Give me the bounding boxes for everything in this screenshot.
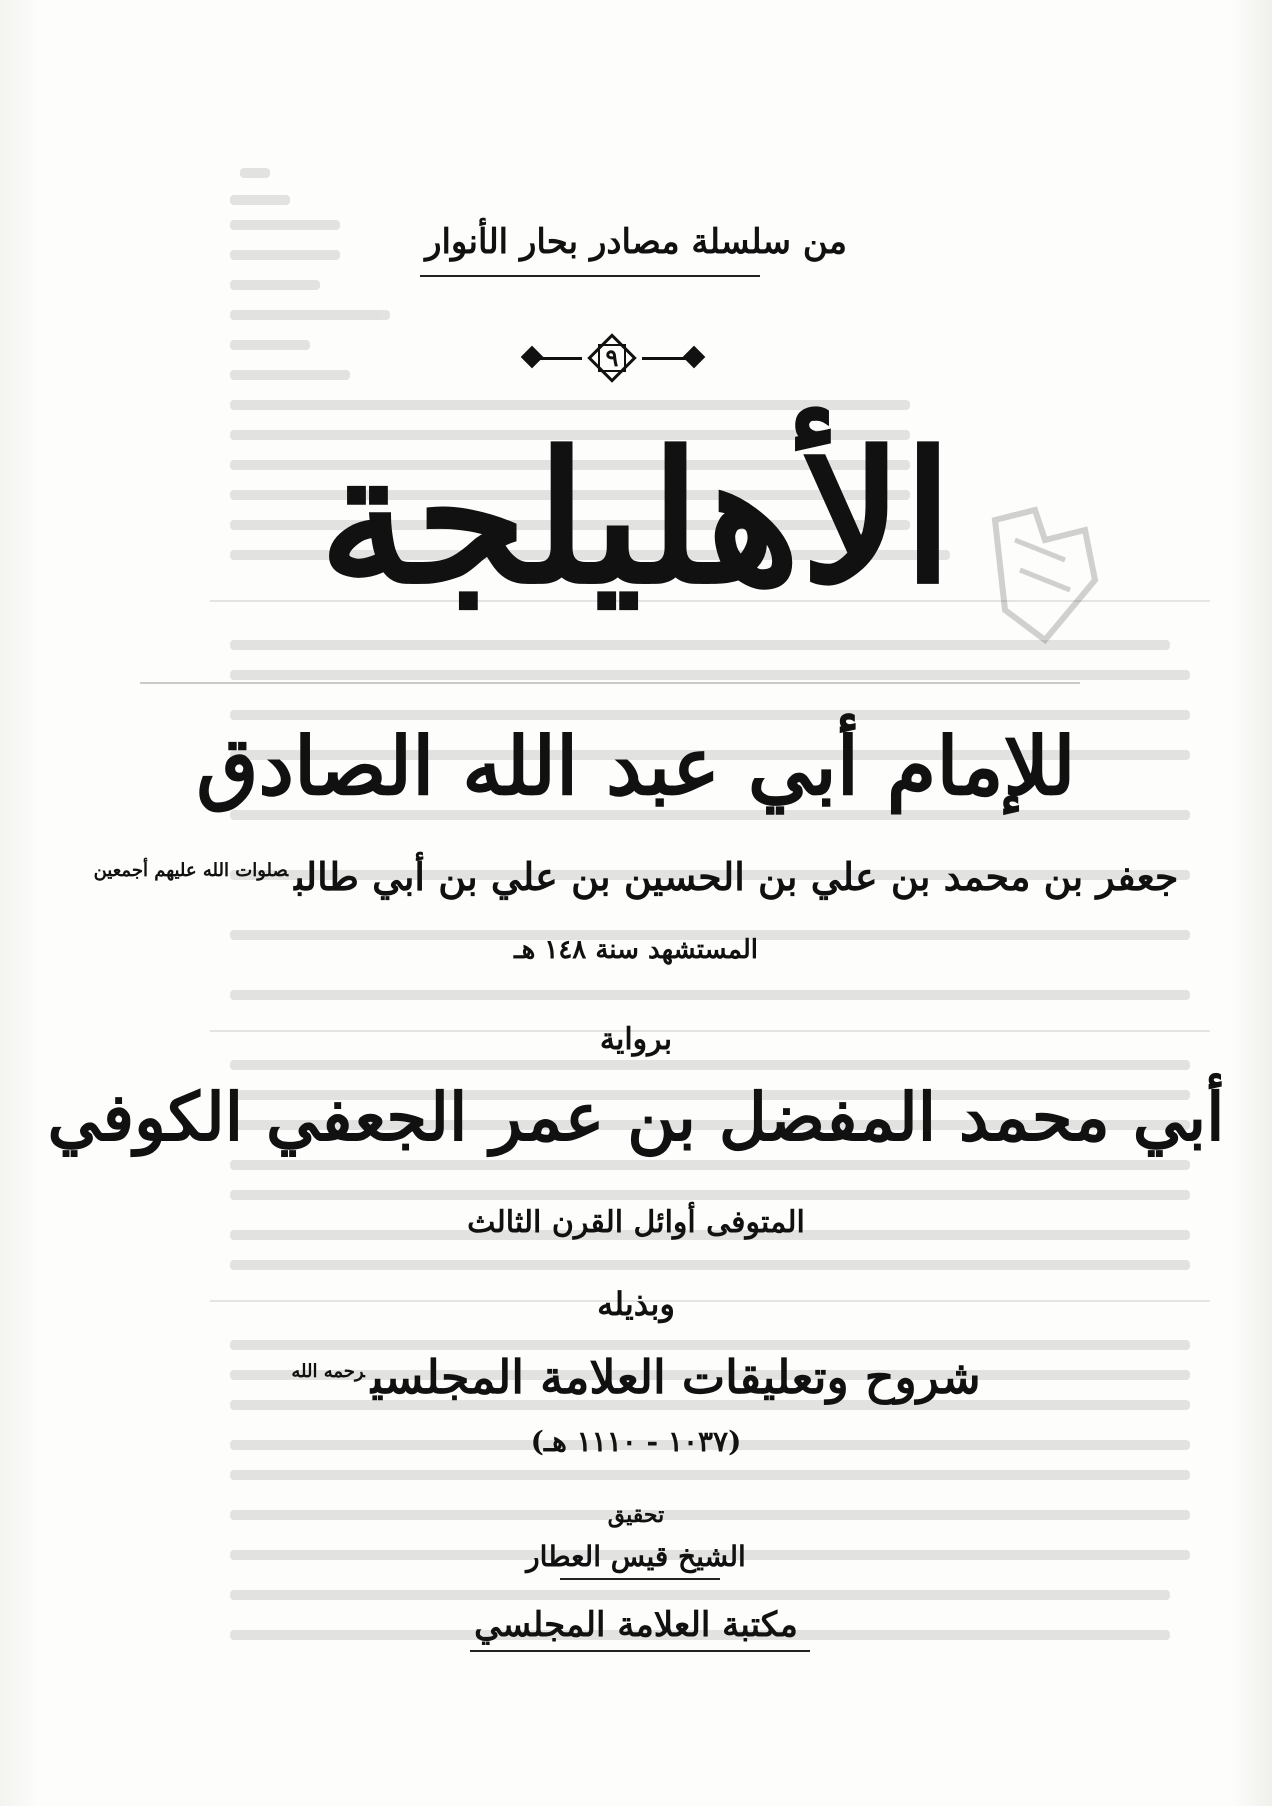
lineage-line xyxy=(0,854,1272,899)
ornament-diamond-left xyxy=(521,346,544,369)
lineage-text: جعفر بن محمد بن علي بن الحسين بن علي بن أبي طالب xyxy=(294,854,1179,899)
ornament-diamond-right xyxy=(683,346,706,369)
publisher-underline xyxy=(470,1650,810,1652)
commentary-text: شروح وتعليقات العلامة المجلسي xyxy=(370,1350,981,1404)
editor-name: الشيخ قيس العطار xyxy=(526,1540,746,1573)
commentary-honorific: رحمه الله xyxy=(291,1360,365,1382)
appendix-label: وبذيله xyxy=(597,1285,675,1323)
series-title: من سلسلة مصادر بحار الأنوار xyxy=(425,222,847,262)
tahqiq-label: تحقيق xyxy=(607,1502,665,1528)
lineage-honorific: صلوات الله عليهم أجمعين xyxy=(93,860,289,882)
riwaya-label: برواية xyxy=(599,1022,673,1057)
series-underline xyxy=(420,275,760,277)
commentary-line xyxy=(0,1350,1272,1404)
narrator-name: أبي محمد المفضل بن عمر الجعفي الكوفي xyxy=(47,1078,1225,1156)
imam-line: للإمام أبي عبد الله الصادق xyxy=(196,719,1076,813)
series-number: ٩ xyxy=(605,343,619,372)
book-title: الأهليلجة xyxy=(319,413,953,624)
narrator-death: المتوفى أوائل القرن الثالث xyxy=(467,1205,805,1240)
series-number-badge xyxy=(586,332,638,384)
commentary-dates: (١٠٣٧ - ١١١٠ هـ) xyxy=(530,1425,742,1458)
publisher-name: مكتبة العلامة المجلسي xyxy=(474,1605,798,1645)
martyrdom-date: المستشهد سنة ١٤٨ هـ xyxy=(513,935,758,965)
bleed-rule xyxy=(140,682,1080,684)
editor-underline xyxy=(560,1578,720,1580)
